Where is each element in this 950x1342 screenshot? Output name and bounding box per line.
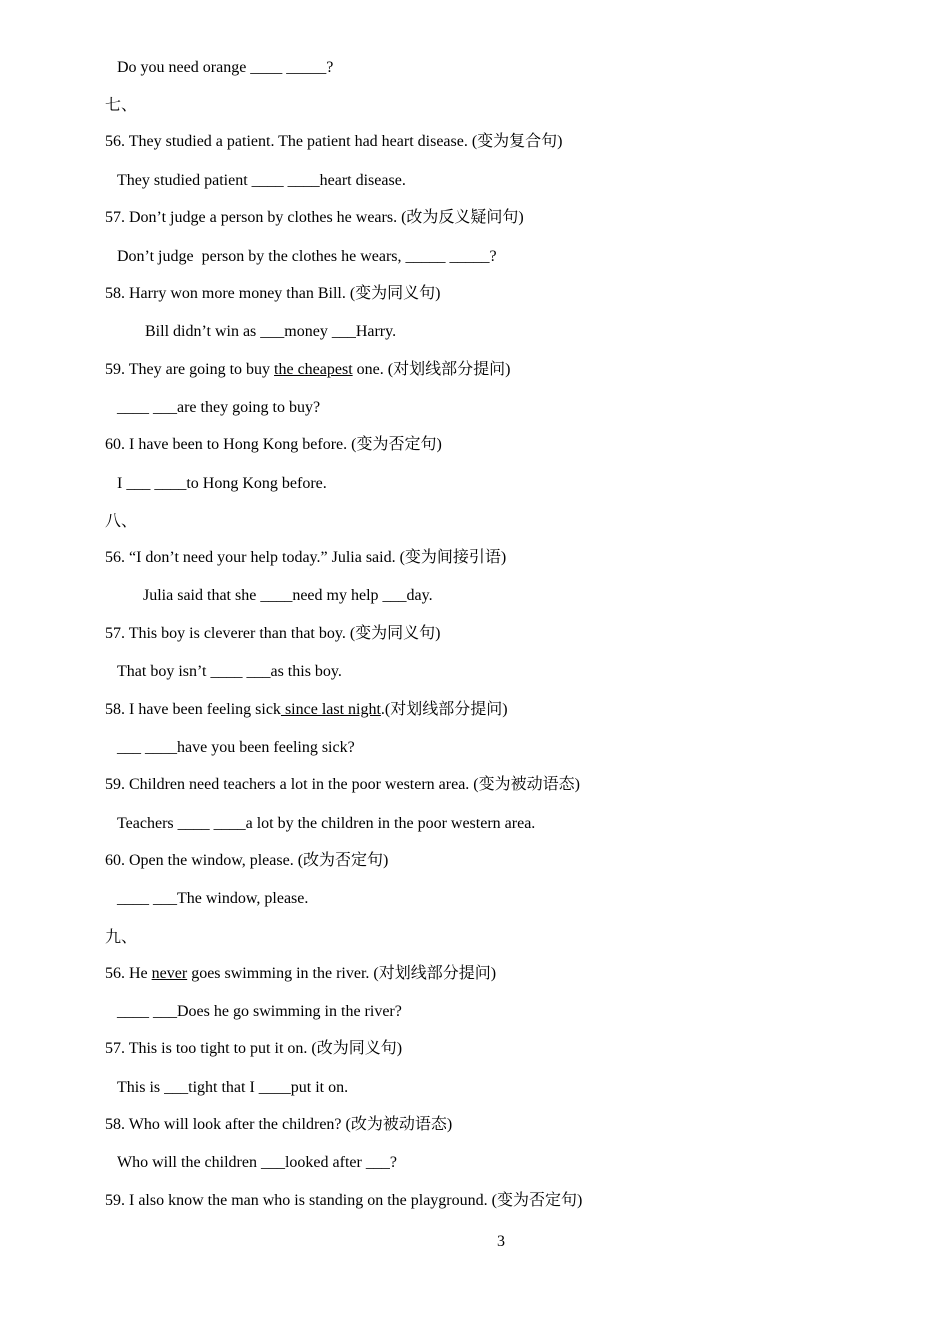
question-line: [105, 208, 524, 228]
answer-line: [117, 738, 355, 758]
text-run: ___ ____have you been feeling sick?: [117, 739, 355, 756]
text-run: 56. He: [105, 965, 152, 982]
text-run: 58. Harry won more money than Bill. (变为同义句): [105, 285, 441, 302]
question-line: [105, 624, 441, 644]
question-line: [105, 284, 441, 304]
underlined-text: never: [151, 965, 188, 982]
answer-line: [117, 474, 327, 494]
underlined-text: the cheapest: [274, 361, 353, 378]
text-run: Teachers ____ ____a lot by the children in the poor western area.: [117, 815, 536, 832]
section-heading: [105, 96, 137, 116]
text-run: I ___ ____to Hong Kong before.: [117, 475, 327, 492]
text-run: 57. Don’t judge a person by clothes he wears. (改为反义疑问句): [105, 209, 524, 226]
text-run: 59. They are going to buy: [105, 361, 275, 378]
text-run: 56. They studied a patient. The patient had heart disease. (变为复合句): [105, 133, 563, 150]
text-run: ____ ___are they going to buy?: [117, 399, 321, 416]
answer-line: [143, 586, 433, 606]
answer-line: [117, 1002, 402, 1022]
question-line: [105, 1115, 452, 1135]
question-line: [105, 700, 508, 720]
text-run: 56. “I don’t need your help today.” Julia said. (变为间接引语): [105, 549, 507, 566]
answer-line: [117, 1153, 397, 1173]
text-run: 59. I also know the man who is standing on the playground. (变为否定句): [105, 1192, 583, 1209]
text-line: [117, 58, 333, 78]
answer-line: [117, 889, 308, 909]
answer-line: [145, 322, 396, 342]
section-heading: [105, 928, 137, 948]
text-run: .(对划线部分提问): [380, 701, 508, 718]
text-run: 七、: [105, 97, 138, 114]
question-line: [105, 548, 506, 568]
answer-line: [117, 398, 320, 418]
text-run: This is ___tight that I ____put it on.: [117, 1079, 349, 1096]
question-line: [105, 964, 496, 984]
text-run: They studied patient ____ ____heart disease.: [117, 172, 406, 189]
text-run: 八、: [105, 513, 138, 530]
question-line: [105, 435, 442, 455]
answer-line: [117, 247, 497, 267]
text-run: 57. This is too tight to put it on. (改为同义句): [105, 1040, 403, 1057]
question-line: [105, 775, 580, 795]
text-run: one. (对划线部分提问): [352, 361, 511, 378]
question-line: [105, 132, 563, 152]
text-run: 59. Children need teachers a lot in the poor western area. (变为被动语态): [105, 776, 580, 793]
text-run: Do you need orange ____ _____?: [117, 59, 334, 76]
question-line: [105, 851, 388, 871]
text-run: 58. I have been feeling sick: [105, 701, 281, 718]
text-run: 58. Who will look after the children? (改为被动语态): [105, 1116, 453, 1133]
question-line: [105, 1191, 582, 1211]
underlined-text: since last night: [280, 701, 381, 718]
text-run: Bill didn’t win as ___money ___Harry.: [145, 323, 397, 340]
text-run: ____ ___Does he go swimming in the river?: [117, 1003, 402, 1020]
text-run: That boy isn’t ____ ___as this boy.: [117, 663, 342, 680]
section-heading: [105, 512, 137, 532]
text-run: Who will the children ___looked after ___?: [117, 1154, 397, 1171]
answer-line: [117, 1078, 348, 1098]
text-run: 57. This boy is cleverer than that boy. (变为同义句): [105, 625, 441, 642]
text-run: Don’t judge person by the clothes he wears, _____ _____?: [117, 248, 497, 265]
answer-line: [117, 171, 406, 191]
question-line: [105, 1039, 402, 1059]
question-line: [105, 360, 510, 380]
text-run: goes swimming in the river. (对划线部分提问): [187, 965, 497, 982]
page-number: 3: [497, 1233, 505, 1250]
answer-line: [117, 814, 535, 834]
text-run: 60. Open the window, please. (改为否定句): [105, 852, 389, 869]
text-run: ____ ___The window, please.: [117, 890, 309, 907]
text-run: 60. I have been to Hong Kong before. (变为否定句): [105, 436, 442, 453]
text-run: 九、: [105, 929, 138, 946]
answer-line: [117, 662, 342, 682]
text-run: Julia said that she ____need my help ___day.: [143, 587, 433, 604]
